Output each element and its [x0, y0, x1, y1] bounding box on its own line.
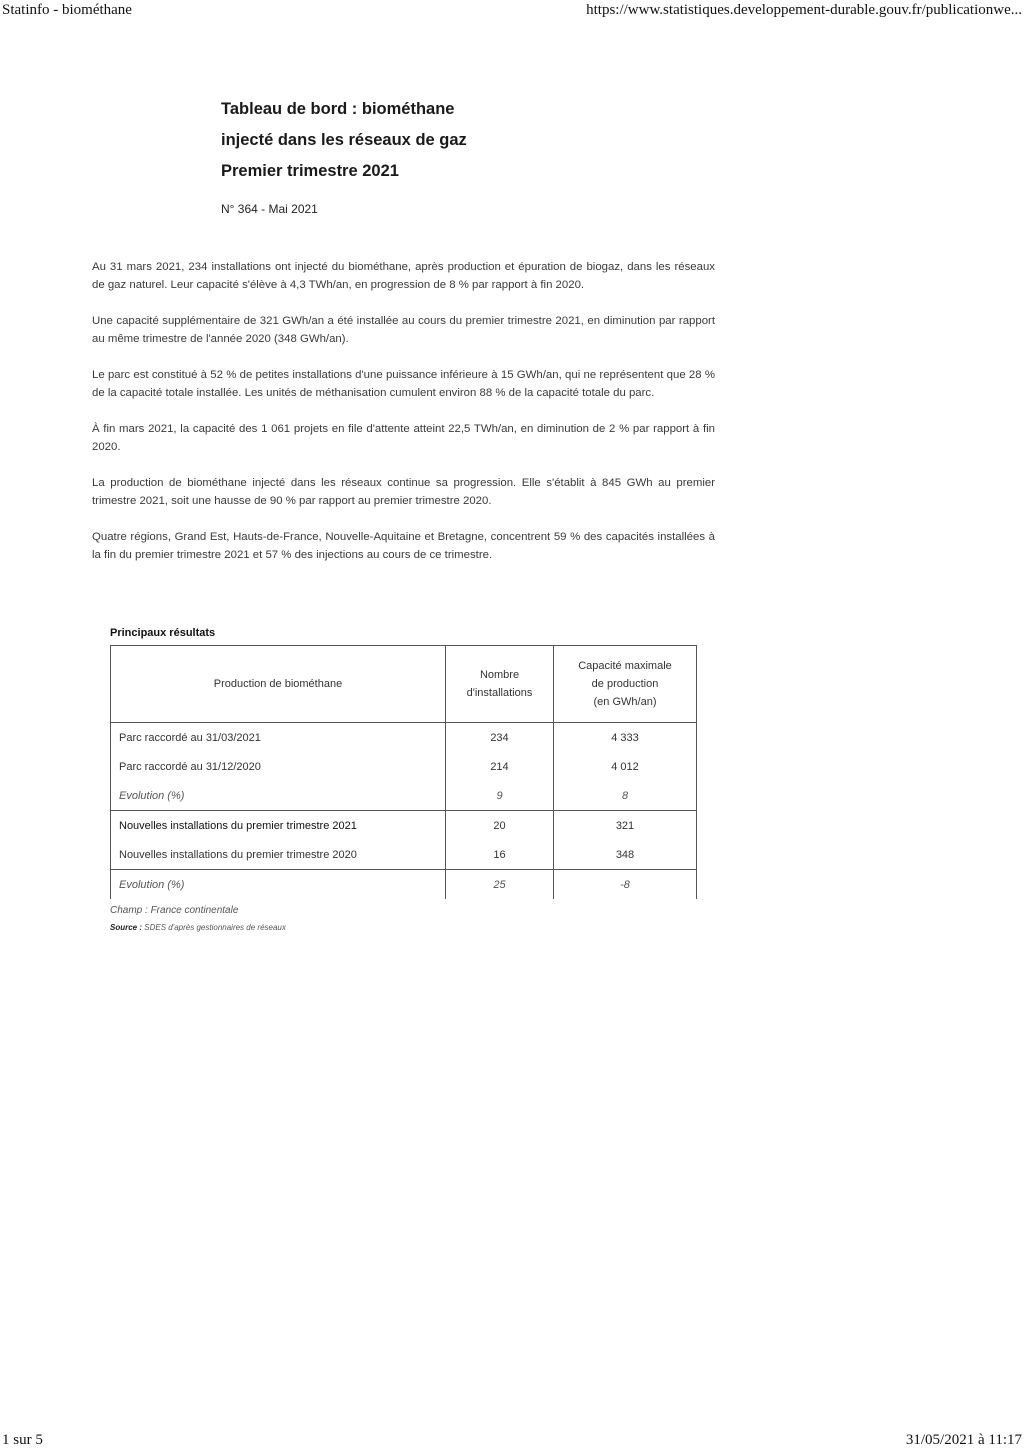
- source-text: SDES d'après gestionnaires de réseaux: [144, 923, 286, 932]
- header-count-line: d'installations: [466, 687, 533, 699]
- print-header-url[interactable]: https://www.statistiques.developpement-durable.gouv.fr/publicationwe...: [586, 2, 1022, 18]
- table-notes: [110, 904, 286, 935]
- row-count: 234: [446, 723, 554, 753]
- row-count: 9: [446, 781, 554, 811]
- paragraph: Au 31 mars 2021, 234 installations ont injecté du biométhane, après production et épuration de biogaz, dans les réseaux de gaz naturel. Leur capacité s'élève à 4,3 TWh/an, en progression de 8 % par rapport à fin 2020.: [92, 261, 715, 291]
- row-capacity: 348: [554, 840, 697, 870]
- paragraph: La production de biométhane injecté dans les réseaux continue sa progression. Elle s'établit à 845 GWh au premier trimestre 2021, soit une hausse de 90 % par rapport au premier trimestre 2020.: [92, 477, 715, 507]
- print-footer: [0, 1432, 1024, 1452]
- print-header: [0, 2, 1024, 22]
- table-title: Principaux résultats: [110, 627, 216, 639]
- paragraph: Une capacité supplémentaire de 321 GWh/an a été installée au cours du premier trimestre 2021, en diminution par rapport au même trimestre de l'année 2020 (348 GWh/an).: [92, 315, 715, 345]
- table-row: [111, 781, 697, 811]
- row-capacity: 4 012: [554, 752, 697, 781]
- results-table: [110, 645, 697, 899]
- source-note: [110, 921, 286, 935]
- header-production: Production de biométhane: [111, 646, 446, 723]
- row-count: 25: [446, 870, 554, 900]
- row-capacity: -8: [554, 870, 697, 900]
- title-line-2: injecté dans les réseaux de gaz: [221, 131, 467, 149]
- row-count: 20: [446, 811, 554, 841]
- header-capacity-line: Capacité maximale: [578, 660, 672, 672]
- header-count: [446, 646, 554, 723]
- header-count-line: Nombre: [479, 669, 520, 681]
- row-label: Evolution (%): [111, 870, 446, 900]
- page-number: 1 sur 5: [2, 1432, 43, 1448]
- row-capacity: 8: [554, 781, 697, 811]
- paragraph: Le parc est constitué à 52 % de petites installations d'une puissance inférieure à 15 GWh/an, qui ne représentent que 28 % de la capacité totale installée. Les unités de méthanisation cumulent environ 88 % de la capacité totale du parc.: [92, 369, 715, 399]
- row-capacity: 321: [554, 811, 697, 841]
- summary-text: [92, 258, 715, 582]
- row-count: 214: [446, 752, 554, 781]
- champ-note: Champ : France continentale: [110, 905, 239, 916]
- table-row: [111, 752, 697, 781]
- header-capacity-line: de production: [591, 678, 659, 690]
- table-row: [111, 870, 697, 900]
- row-label: Parc raccordé au 31/12/2020: [111, 752, 446, 781]
- document-title: [221, 94, 641, 187]
- title-line-3: Premier trimestre 2021: [221, 162, 399, 180]
- row-label: Parc raccordé au 31/03/2021: [111, 723, 446, 753]
- print-datetime: 31/05/2021 à 11:17: [905, 1432, 1022, 1448]
- row-capacity: 4 333: [554, 723, 697, 753]
- issue-number: N° 364 - Mai 2021: [221, 202, 318, 216]
- table-header-row: [111, 646, 697, 723]
- row-label: Nouvelles installations du premier trimestre 2020: [111, 840, 446, 870]
- paragraph: À fin mars 2021, la capacité des 1 061 projets en file d'attente atteint 22,5 TWh/an, en diminution de 2 % par rapport à fin 2020.: [92, 423, 715, 453]
- header-capacity-line: (en GWh/an): [593, 696, 657, 708]
- row-label: Evolution (%): [111, 781, 446, 811]
- row-label: Nouvelles installations du premier trimestre 2021: [111, 811, 446, 841]
- table-row: [111, 811, 697, 841]
- table-row: [111, 723, 697, 753]
- row-count: 16: [446, 840, 554, 870]
- title-line-1: Tableau de bord : biométhane: [221, 100, 455, 118]
- print-header-title: Statinfo - biométhane: [2, 2, 132, 18]
- source-label: Source :: [110, 923, 143, 932]
- table-row: [111, 840, 697, 870]
- header-capacity: [554, 646, 697, 723]
- paragraph: Quatre régions, Grand Est, Hauts-de-France, Nouvelle-Aquitaine et Bretagne, concentrent 59 % des capacités installées à la fin du premier trimestre 2021 et 57 % des injections au cours de ce trimestre.: [92, 531, 715, 561]
